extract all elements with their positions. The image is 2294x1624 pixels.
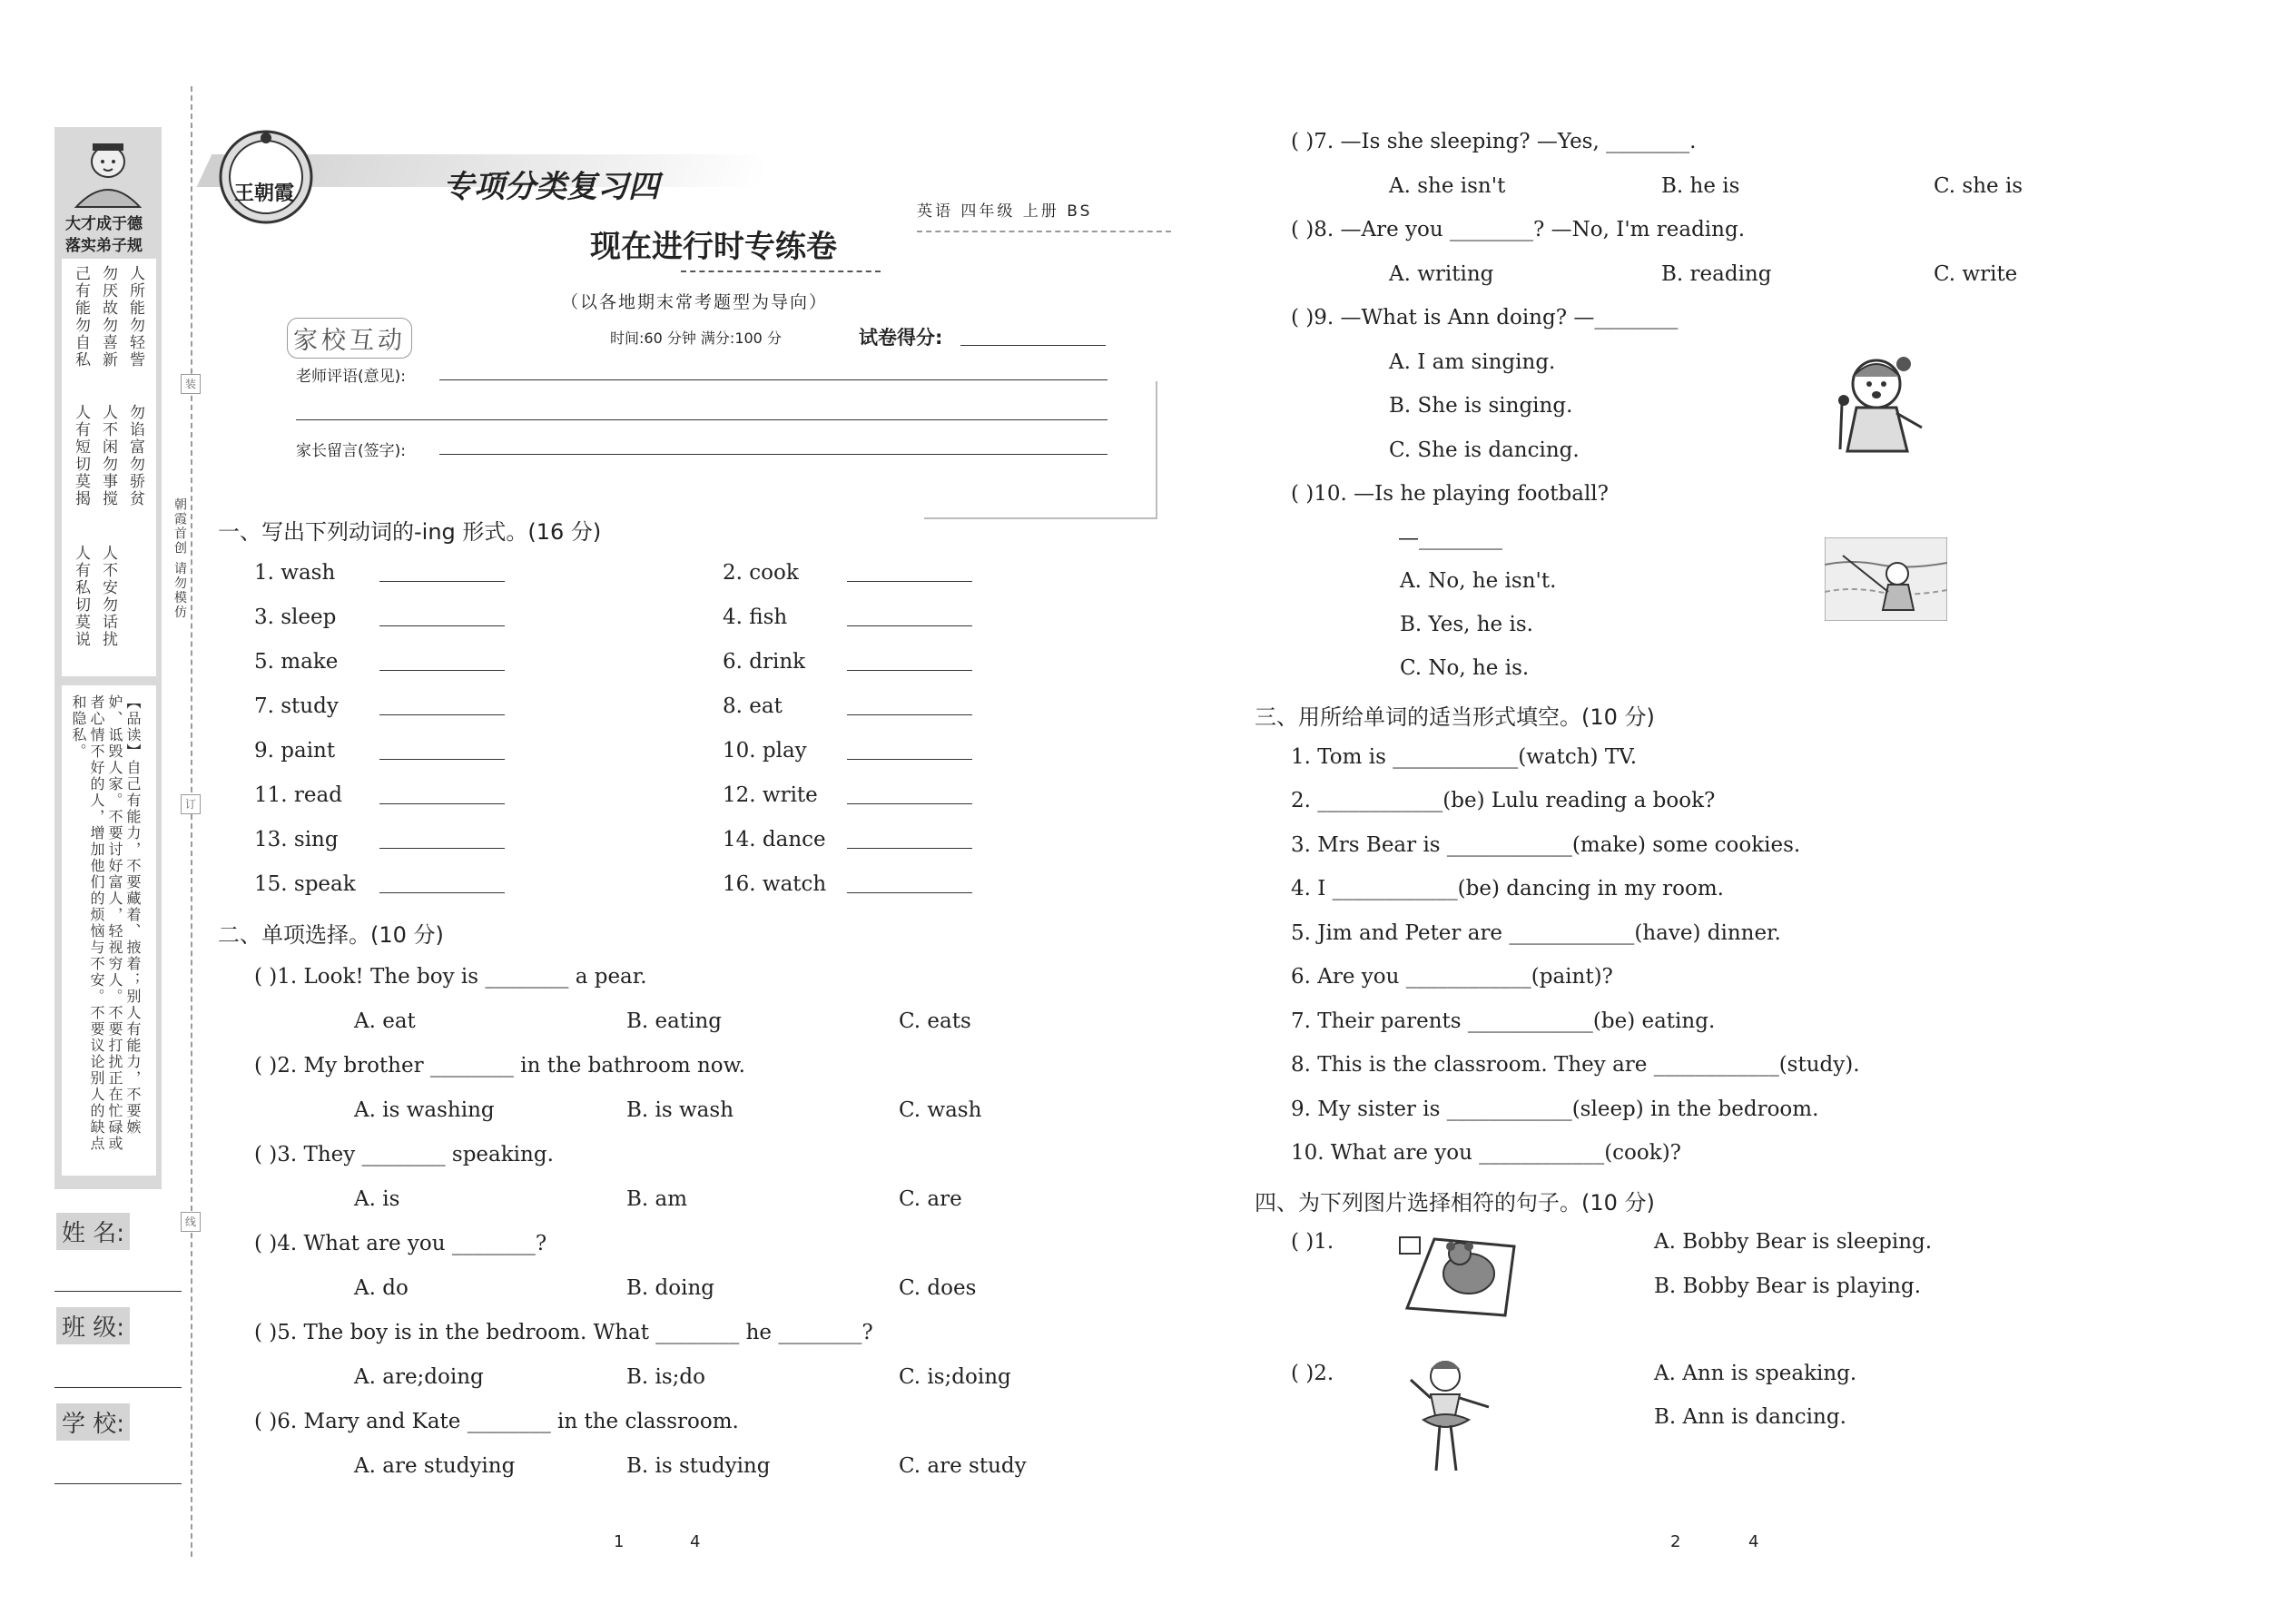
- home-school-label: 家校互动: [287, 318, 412, 359]
- verb-answer-blank[interactable]: [379, 892, 505, 893]
- logo-emblem: [216, 127, 316, 227]
- fill-blank-item[interactable]: 5. Jim and Peter are ____________(have) dinner.: [1291, 921, 1781, 945]
- right-page-number: 2: [1670, 1532, 1681, 1551]
- parent-note-label: 家长留言(签字):: [296, 442, 406, 460]
- verb-answer-blank[interactable]: [379, 625, 505, 626]
- verb-answer-blank[interactable]: [379, 581, 505, 582]
- verb-item: 7. study: [254, 694, 339, 718]
- verb-answer-blank[interactable]: [379, 759, 505, 760]
- fill-blank-item[interactable]: 9. My sister is ____________(sleep) in the bedroom.: [1291, 1097, 1819, 1121]
- picture-option-a[interactable]: A. Ann is speaking.: [1654, 1362, 1857, 1385]
- class-field[interactable]: [54, 1387, 182, 1388]
- banner-line-1: 大才成于德: [65, 215, 143, 233]
- picture-question: ( )2.: [1291, 1362, 1334, 1385]
- verb-answer-blank[interactable]: [847, 803, 972, 804]
- arrow-decoration: [917, 221, 1171, 232]
- verb-item: 15. speak: [254, 872, 356, 896]
- left-page-number: 1: [614, 1532, 625, 1551]
- verb-item: 6. drink: [723, 650, 806, 674]
- name-label: 姓 名:: [56, 1213, 130, 1250]
- verb-item: 2. cook: [723, 561, 799, 585]
- mc-option-a[interactable]: A. is washing: [354, 1098, 495, 1122]
- verb-item: 3. sleep: [254, 605, 337, 629]
- fill-blank-item[interactable]: 6. Are you ____________(paint)?: [1291, 965, 1613, 989]
- paper-title: 现在进行时专练卷: [590, 229, 837, 265]
- copyright-notice: 朝霞首创 请勿模仿: [172, 497, 187, 620]
- maxim-column-4: 勿谄富勿骄贫: [126, 404, 144, 507]
- subject-tags: 英语 四年级 上册 BS: [917, 202, 1093, 221]
- picture-option-b[interactable]: B. Ann is dancing.: [1654, 1405, 1846, 1429]
- fill-blank-item[interactable]: 2. ____________(be) Lulu reading a book?: [1291, 789, 1716, 812]
- mc-question: ( )10. —Is he playing football?: [1291, 482, 1609, 506]
- maxim-column-7: 人有私切莫说: [72, 545, 90, 648]
- mc-option-b[interactable]: B. She is singing.: [1389, 394, 1573, 418]
- section4-title: 四、为下列图片选择相符的句子。(10 分): [1255, 1190, 1655, 1216]
- verb-item: 4. fish: [723, 605, 788, 629]
- cut-mark-2: 订: [181, 794, 201, 814]
- verb-answer-blank[interactable]: [847, 848, 972, 849]
- verb-answer-blank[interactable]: [847, 714, 972, 715]
- fishing-boy-picture: [1825, 537, 1947, 621]
- picture-option-a[interactable]: A. Bobby Bear is sleeping.: [1654, 1230, 1933, 1254]
- mc-option-c[interactable]: C. are: [899, 1187, 962, 1211]
- verb-answer-blank[interactable]: [847, 892, 972, 893]
- verb-answer-blank[interactable]: [847, 625, 972, 626]
- paper-subtitle: （以各地期末常考题型为导向）: [561, 292, 829, 312]
- header-corner-decoration: [924, 381, 1157, 519]
- verb-item: 8. eat: [723, 694, 783, 718]
- verb-answer-blank[interactable]: [847, 759, 972, 760]
- mc-question: ( )5. The boy is in the bedroom. What ________ he ________?: [254, 1321, 873, 1344]
- mc-option-b[interactable]: B. is wash: [626, 1098, 734, 1122]
- fill-blank-item[interactable]: 7. Their parents ____________(be) eating.: [1291, 1009, 1716, 1033]
- mc-option-a[interactable]: A. are studying: [354, 1454, 516, 1478]
- cut-mark-1: 装: [181, 374, 201, 394]
- fill-blank-item[interactable]: 3. Mrs Bear is ____________(make) some cookies.: [1291, 833, 1801, 857]
- mc-option-a[interactable]: A. is: [354, 1187, 400, 1211]
- verb-item: 13. sing: [254, 828, 339, 851]
- dancing-girl-picture: [1398, 1353, 1498, 1480]
- mc-question: ( )3. They ________ speaking.: [254, 1143, 554, 1166]
- banner-line-2: 落实弟子规: [65, 237, 143, 255]
- verb-answer-blank[interactable]: [379, 803, 505, 804]
- verb-item: 10. play: [723, 739, 807, 763]
- mc-option-c[interactable]: C. is;doing: [899, 1365, 1011, 1389]
- mc-option-c[interactable]: C. No, he is.: [1400, 656, 1530, 680]
- mc-option-a[interactable]: A. do: [354, 1276, 409, 1300]
- verb-item: 9. paint: [254, 739, 336, 763]
- maxim-column-1: 己有能勿自私: [72, 265, 90, 369]
- verb-item: 16. watch: [723, 872, 827, 896]
- verb-answer-blank[interactable]: [379, 714, 505, 715]
- mc-option-c[interactable]: C. wash: [899, 1098, 982, 1122]
- fill-blank-item[interactable]: 4. I ____________(be) dancing in my room.: [1291, 877, 1724, 901]
- mc-option-b[interactable]: B. am: [626, 1187, 688, 1211]
- mc-option-c[interactable]: C. She is dancing.: [1389, 438, 1580, 462]
- maxim-column-2: 人所能勿轻訾: [126, 265, 144, 369]
- time-info: 时间:60 分钟 满分:100 分: [610, 330, 782, 347]
- mc-option-a[interactable]: A. No, he isn't.: [1400, 569, 1557, 593]
- mc-question: ( )9. —What is Ann doing? —________: [1291, 306, 1679, 330]
- section1-title: 一、写出下列动词的-ing 形式。(16 分): [218, 519, 602, 545]
- title-underline: [681, 271, 881, 272]
- picture-option-b[interactable]: B. Bobby Bear is playing.: [1654, 1275, 1922, 1298]
- school-field[interactable]: [54, 1483, 182, 1484]
- verb-answer-blank[interactable]: [847, 670, 972, 671]
- mc-question: ( )7. —Is she sleeping? —Yes, ________.: [1291, 130, 1697, 153]
- mc-option-b[interactable]: B. doing: [626, 1276, 714, 1300]
- maxim-column-5: 人有短切莫揭: [72, 404, 90, 507]
- bear-picture: [1398, 1221, 1521, 1321]
- school-label: 学 校:: [56, 1403, 130, 1441]
- right-page-total: 4: [1748, 1532, 1759, 1551]
- verb-answer-blank[interactable]: [379, 848, 505, 849]
- mc-option-b[interactable]: B. Yes, he is.: [1400, 613, 1533, 636]
- mc-option-a[interactable]: A. are;doing: [354, 1365, 484, 1389]
- score-label: 试卷得分:: [859, 327, 943, 349]
- verb-item: 14. dance: [723, 828, 826, 851]
- mc-option-c[interactable]: C. eats: [899, 1009, 971, 1033]
- score-field[interactable]: [960, 345, 1106, 346]
- cut-mark-3: 线: [181, 1212, 201, 1232]
- fill-blank-item[interactable]: 1. Tom is ____________(watch) TV.: [1291, 745, 1638, 769]
- fill-blank-item[interactable]: 10. What are you ____________(cook)?: [1291, 1141, 1681, 1165]
- maxim-column-6: 人不闲勿事搅: [99, 404, 117, 507]
- series-title: 专项分类复习四: [443, 169, 659, 205]
- teacher-comment-label: 老师评语(意见):: [296, 368, 406, 386]
- mc-question: ( )6. Mary and Kate ________ in the classroom.: [254, 1410, 739, 1433]
- mc-question: ( )4. What are you ________?: [254, 1232, 547, 1255]
- verb-answer-blank[interactable]: [379, 670, 505, 671]
- reading-text: 【品读】自己有能力，不要藏着、掖着；别人有能力，不要嫉妒、诋毁人家。不要讨好富人，轻视穷人。不要打扰正在忙碌或者心情不好的人，增加他们的烦恼与不安。不要议论别人的缺点和隐私。: [70, 694, 142, 1152]
- verb-answer-blank[interactable]: [847, 581, 972, 582]
- mc-question: ( )1. Look! The boy is ________ a pear.: [254, 965, 647, 989]
- mc-option-b[interactable]: B. he is: [1661, 174, 1740, 198]
- mc-option-a[interactable]: A. writing: [1389, 262, 1494, 286]
- mc-option-b[interactable]: B. is;do: [626, 1365, 706, 1389]
- maxim-column-8: 人不安勿话扰: [99, 545, 117, 648]
- mc-option-c[interactable]: C. write: [1934, 262, 2018, 286]
- singing-girl-picture: [1820, 349, 1938, 458]
- mc-option-b[interactable]: B. eating: [626, 1009, 722, 1033]
- mc-option-a[interactable]: A. eat: [354, 1009, 416, 1033]
- mc-option-c[interactable]: C. she is: [1934, 174, 2023, 198]
- mc-option-b[interactable]: B. reading: [1661, 262, 1772, 286]
- class-label: 班 级:: [56, 1307, 130, 1344]
- verb-item: 5. make: [254, 650, 339, 674]
- section2-title: 二、单项选择。(10 分): [218, 922, 444, 948]
- logo-text: 王朝霞: [234, 182, 295, 205]
- mc-reply-blank[interactable]: —________: [1398, 527, 1502, 550]
- maxim-column-3: 勿厌故勿喜新: [99, 265, 117, 369]
- mascot-figure: [67, 136, 149, 209]
- mc-question: ( )2. My brother ________ in the bathroom now.: [254, 1054, 745, 1078]
- picture-question: ( )1.: [1291, 1230, 1334, 1254]
- mc-option-c[interactable]: C. does: [899, 1276, 977, 1300]
- mc-option-a[interactable]: A. I am singing.: [1389, 350, 1556, 374]
- mc-option-c[interactable]: C. are study: [899, 1454, 1027, 1478]
- binding-line: [191, 86, 192, 1557]
- mc-option-b[interactable]: B. is studying: [626, 1454, 771, 1478]
- verb-item: 12. write: [723, 783, 818, 807]
- verb-item: 1. wash: [254, 561, 336, 585]
- name-field[interactable]: [54, 1291, 182, 1292]
- mc-question: ( )8. —Are you ________? —No, I'm reading.: [1291, 218, 1746, 241]
- teacher-comment-line-1[interactable]: [439, 379, 1108, 380]
- fill-blank-item[interactable]: 8. This is the classroom. They are ____________(study).: [1291, 1053, 1860, 1077]
- mc-option-a[interactable]: A. she isn't: [1389, 174, 1506, 198]
- verb-item: 11. read: [254, 783, 342, 807]
- left-page-total: 4: [690, 1532, 701, 1551]
- section3-title: 三、用所给单词的适当形式填空。(10 分): [1255, 704, 1655, 730]
